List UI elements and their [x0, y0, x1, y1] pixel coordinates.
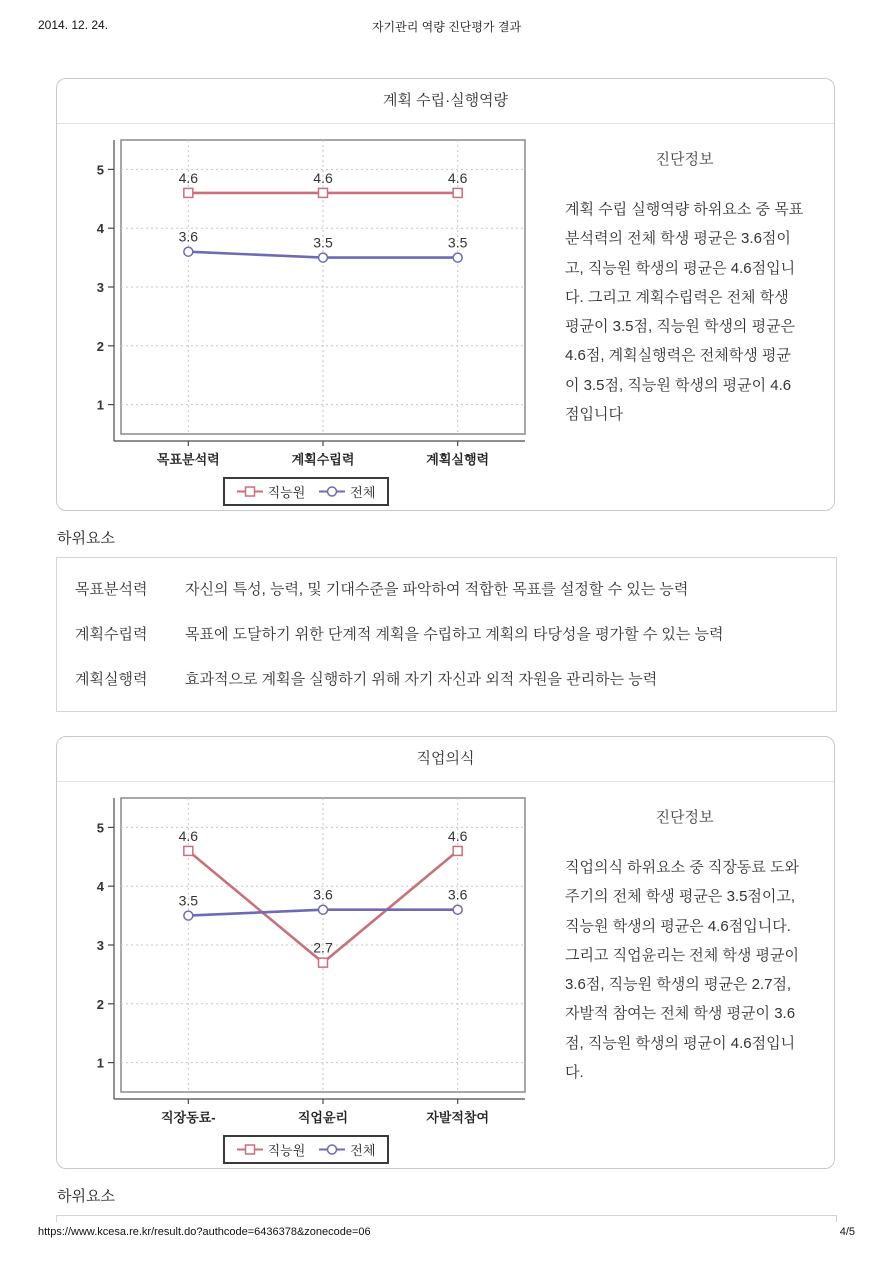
legend-label: 직능원 — [267, 1143, 306, 1158]
diagnosis-info-title: 진단정보 — [655, 809, 714, 826]
square-marker-icon — [237, 1143, 263, 1156]
print-date: 2014. 12. 24. — [38, 18, 109, 32]
svg-text:4.6: 4.6 — [447, 169, 468, 186]
square-marker-icon — [237, 485, 263, 498]
svg-text:목표분석력: 목표분석력 — [156, 452, 220, 467]
svg-text:3.6: 3.6 — [313, 886, 333, 903]
svg-text:3.6: 3.6 — [178, 228, 199, 245]
svg-text:1: 1 — [96, 397, 104, 413]
chart-area — [81, 792, 551, 1164]
term-cell: 계획수립력 — [75, 626, 148, 643]
legend-label: 직능원 — [267, 485, 306, 500]
svg-text:3.5: 3.5 — [313, 234, 333, 251]
svg-text:직업윤리: 직업윤리 — [297, 1110, 349, 1125]
svg-text:4: 4 — [96, 879, 104, 895]
desc-cell: 목표에 도달하기 위한 단계적 계획을 수립하고 계획의 타당성을 평가할 수 있는 능력 — [185, 626, 724, 643]
chart-area — [81, 134, 551, 506]
desc-cell: 효과적으로 계획을 실행하기 위해 자기 자신과 외적 자원을 관리하는 능력 — [185, 671, 658, 688]
svg-text:1: 1 — [96, 1055, 104, 1071]
svg-text:3.5: 3.5 — [178, 892, 199, 909]
line-chart — [81, 792, 531, 1128]
svg-text:3: 3 — [96, 938, 104, 953]
svg-text:직장동료-: 직장동료- — [161, 1110, 216, 1125]
svg-text:5: 5 — [96, 820, 104, 836]
table-row — [57, 611, 836, 656]
svg-text:4.6: 4.6 — [178, 827, 199, 844]
header-spacer — [0, 0, 893, 78]
diagnosis-info-text: 계획 수립 실행역량 하위요소 중 목표분석력의 전체 학생 평균은 3.6점이고, 직능원 학생의 평균은 4.6점입니다. 그리고 계획수립력은 전체 학생 평균이 3.5점, 직능원 학생의 평균은 4.6점, 계획실행력은 전체학생 평균이 3.5점, 직능원 학생의 평균이 4.6점입니다 — [565, 201, 804, 423]
diagnosis-info — [551, 134, 810, 506]
circle-marker-icon — [319, 485, 345, 498]
subelements-table-partial — [56, 1215, 837, 1222]
competency-panel-vocational — [56, 736, 835, 1169]
legend-item — [237, 1140, 306, 1159]
svg-text:계획실행력: 계획실행력 — [426, 452, 490, 467]
chart-legend — [223, 477, 390, 506]
svg-text:자발적참여: 자발적참여 — [426, 1110, 490, 1125]
svg-text:2: 2 — [96, 338, 104, 354]
page-title: 자기관리 역량 진단평가 결과 — [371, 20, 522, 34]
diagnosis-info — [551, 792, 810, 1164]
svg-text:4.6: 4.6 — [178, 169, 199, 186]
diagnosis-info-title: 진단정보 — [655, 151, 714, 168]
chart-legend — [223, 1135, 390, 1164]
term-cell: 계획실행력 — [75, 671, 148, 688]
page-footer — [38, 1226, 855, 1238]
svg-text:3.5: 3.5 — [447, 234, 468, 251]
circle-marker-icon — [319, 1143, 345, 1156]
legend-label: 전체 — [350, 1143, 376, 1158]
svg-text:2.7: 2.7 — [313, 939, 333, 956]
svg-text:2: 2 — [96, 996, 104, 1012]
panel-body — [57, 782, 834, 1168]
subelements-table — [56, 557, 837, 712]
svg-text:4.6: 4.6 — [447, 827, 468, 844]
svg-text:3: 3 — [96, 280, 104, 295]
section-gap — [0, 712, 893, 736]
svg-text:4: 4 — [96, 221, 104, 237]
legend-item — [319, 1140, 375, 1159]
page-number: 4/5 — [839, 1226, 855, 1238]
svg-text:4.6: 4.6 — [313, 169, 333, 186]
desc-cell: 자신의 특성, 능력, 및 기대수준을 파악하여 적합한 목표를 설정할 수 있는 능력 — [185, 581, 689, 598]
footer-url: https://www.kcesa.re.kr/result.do?authcode=6436378&zonecode=06 — [38, 1226, 371, 1238]
table-row — [57, 566, 836, 611]
subelements-heading: 하위요소 — [57, 530, 115, 547]
panel-body — [57, 124, 834, 510]
line-chart — [81, 134, 531, 470]
competency-panel-plan — [56, 78, 835, 511]
legend-item — [237, 482, 306, 501]
panel-title: 직업의식 — [416, 750, 475, 767]
page-header — [0, 18, 893, 38]
svg-text:계획수립력: 계획수립력 — [291, 452, 355, 467]
legend-label: 전체 — [350, 485, 376, 500]
term-cell: 목표분석력 — [75, 581, 148, 598]
svg-text:5: 5 — [96, 162, 104, 178]
subelements-heading: 하위요소 — [57, 1188, 115, 1205]
diagnosis-info-text: 직업의식 하위요소 중 직장동료 도와주기의 전체 학생 평균은 3.5점이고, 직능원 학생의 평균은 4.6점입니다. 그리고 직업윤리는 전체 학생 평균이 3.6점, 직능원 학생의 평균은 2.7점, 자발적 참여는 전체 학생 평균이 3.6점, 직능원 학생의 평균이 4.6점입니다. — [565, 859, 800, 1081]
chart-legend-wrap — [81, 477, 531, 506]
panel-title: 계획 수립·실행역량 — [382, 92, 509, 109]
chart-legend-wrap — [81, 1135, 531, 1164]
legend-item — [319, 482, 375, 501]
svg-text:3.6: 3.6 — [447, 886, 468, 903]
table-row — [57, 656, 836, 701]
